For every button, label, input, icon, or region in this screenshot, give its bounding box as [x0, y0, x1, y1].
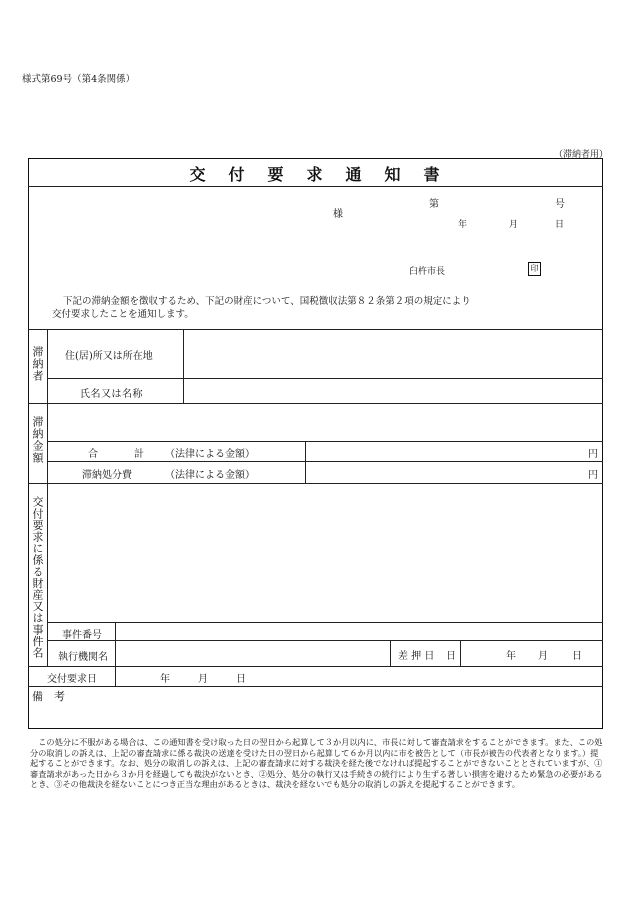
row-divider: [47, 441, 603, 442]
row-divider: [47, 378, 603, 379]
label-column-divider: [47, 329, 48, 666]
agency-label: 執行機関名: [58, 652, 108, 663]
title-char: 付: [228, 165, 246, 184]
delinquent-section-label: 滞納者: [31, 346, 44, 382]
address-label: 住(居)所又は所在地: [65, 351, 153, 362]
title-char: 交: [189, 165, 207, 184]
row-divider: [28, 329, 603, 330]
copy-label: （滞納者用）: [554, 150, 609, 160]
name-label: 氏名又は名称: [80, 389, 143, 400]
request-day: 日: [236, 674, 246, 685]
legal-note-total: （法律による金額）: [165, 449, 255, 460]
remarks-label: 備 考: [32, 690, 65, 703]
appeal-notice-text: この処分に不服がある場合は、この通知書を受け取った日の翌日から起算して３か月以内に、市長に対して審査請求をすることができます。また、この処分の取消しの訴えは、上記の審査請求に係る裁決の送達を受けた日の翌日から起算して６か月以内に市を被告として（市長が被告の代表者となります。）提起することができます。なお、処分の取消しの訴えは、上記の審査請求に対する裁決を経た後でなければ提起することができないこととされていますが、①審査請求があった日から３か月を経過しても裁決がないとき、②処分、処分の執行又は手続きの続行により生ずる著しい損害を避けるため緊急の必要があるとき、③その他裁決を経ないことにつき正当な理由があるときは、裁決を経ないでも処分の取消しの訴えを提起することができます。: [30, 737, 603, 790]
column-divider: [183, 329, 184, 403]
column-divider: [460, 640, 461, 666]
title-char: 知: [384, 165, 402, 184]
issue-day: 日: [555, 220, 565, 230]
column-divider: [115, 622, 116, 666]
row-divider: [47, 640, 603, 641]
yen-total: 円: [588, 449, 598, 460]
row-divider: [28, 403, 603, 404]
number-prefix: 第: [429, 199, 439, 210]
seizure-month: 月: [538, 651, 548, 662]
row-divider: [28, 686, 603, 687]
seizure-date-label: 差 押 日: [398, 651, 435, 662]
request-month: 月: [198, 674, 208, 685]
title-char: 通: [345, 165, 363, 184]
intro-line-1: 下記の滞納金額を徴収するため、下記の財産について、国税徴収法第８２条第２項の規定により: [63, 296, 471, 307]
issue-year: 年: [458, 220, 468, 230]
title-char: 求: [306, 165, 324, 184]
row-divider: [47, 622, 603, 623]
appeal-notice: [30, 737, 605, 790]
number-suffix: 号: [555, 199, 565, 210]
request-year: 年: [160, 674, 170, 685]
column-divider: [305, 441, 306, 483]
issue-month: 月: [509, 220, 519, 230]
row-divider: [28, 483, 603, 484]
total-label-a: 合: [88, 449, 98, 460]
intro-line-2: 交付要求したことを通知します。: [52, 308, 194, 320]
title-char: 要: [267, 165, 285, 184]
yen-fee: 円: [588, 470, 598, 481]
issuer: 臼杵市長: [409, 267, 446, 277]
row-divider: [47, 461, 603, 462]
legal-note-fee: （法律による金額）: [165, 470, 255, 481]
fee-label: 滞納処分費: [82, 470, 132, 481]
column-divider: [115, 666, 116, 686]
addressee-suffix: 様: [333, 209, 343, 220]
seal-mark: 印: [528, 262, 541, 276]
form-id: 様式第69号（第4条関係）: [22, 74, 136, 85]
document-title: [0, 162, 630, 185]
amount-section-label: 滞納金額: [31, 416, 44, 464]
title-char: 書: [423, 165, 441, 184]
request-date-label: 交付要求日: [47, 674, 97, 685]
case-number-label: 事件番号: [62, 630, 102, 641]
seizure-date-day-marker: 日: [446, 651, 456, 662]
property-section-label: 交付要求に係る財産又は事件名: [31, 496, 44, 659]
seizure-day: 日: [572, 651, 582, 662]
title-divider: [28, 186, 603, 187]
total-label-b: 計: [134, 449, 144, 460]
column-divider: [390, 640, 391, 666]
intro-text: [52, 296, 471, 321]
seizure-year: 年: [506, 651, 516, 662]
